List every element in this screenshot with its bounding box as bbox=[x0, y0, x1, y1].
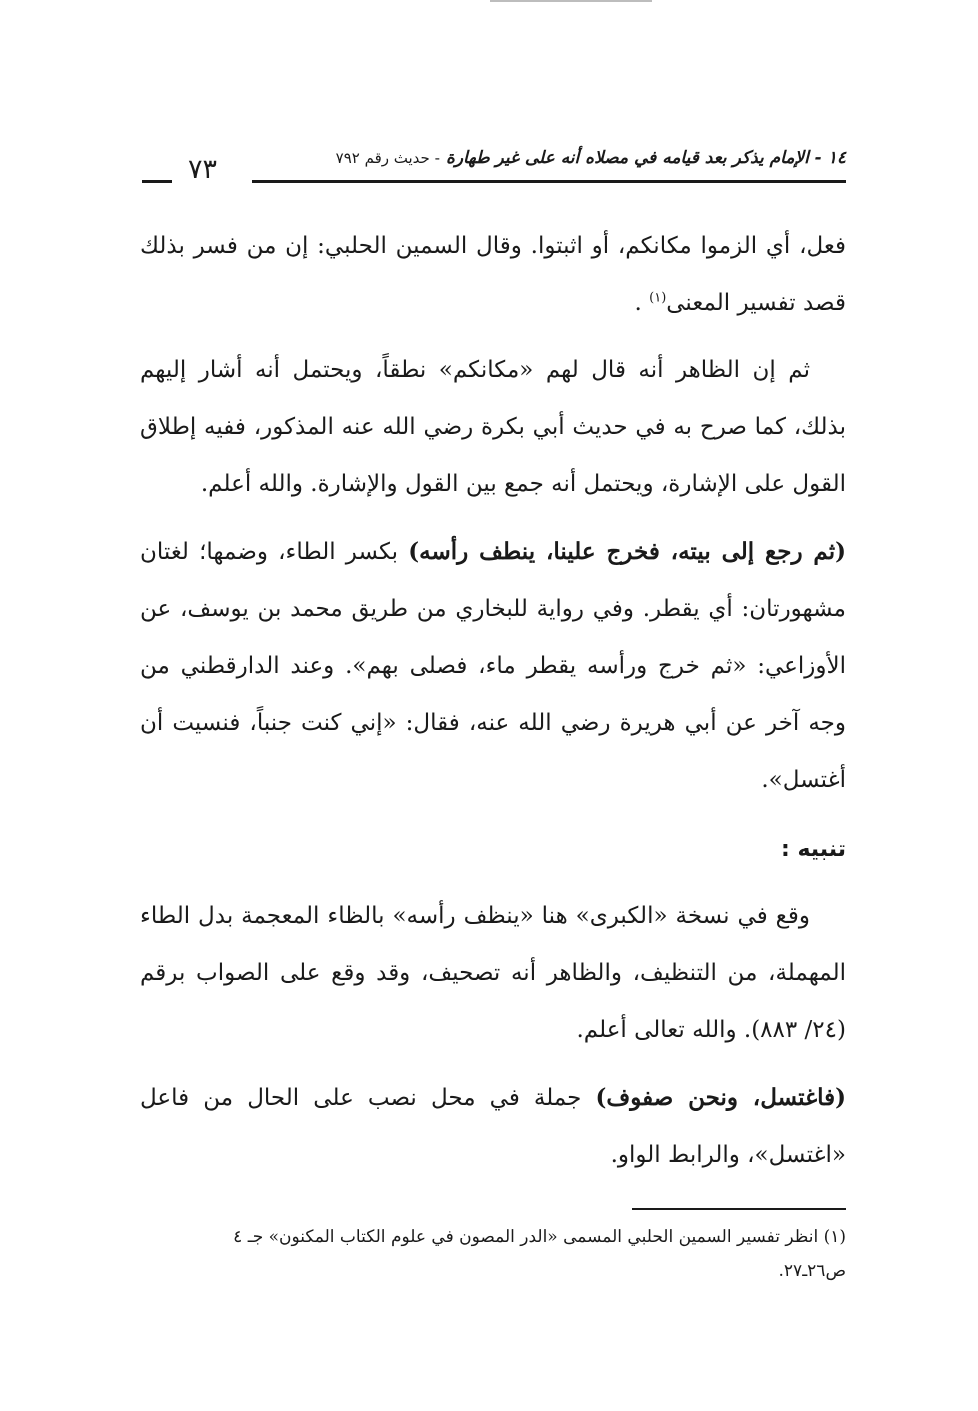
footnote-1-line-2: ص٢٦ـ٢٧. bbox=[778, 1261, 846, 1281]
paragraph-3 bbox=[140, 523, 846, 809]
chapter-title-text: ١٤ - الإمام يذكر بعد قيامه في مصلاه أنه على غير طهارة bbox=[445, 148, 846, 168]
chapter-title bbox=[336, 148, 846, 168]
paragraph-3-text: بكسر الطاء، وضمها؛ لغتان مشهورتان: أي يقطر. وفي رواية للبخاري من طريق محمد بن يوسف، عن الأوزاعي: «ثم خرج ورأسه يقطر ماء، فصلى بهم». وعند الدارقطني من وجه آخر عن أبي هريرة رضي الله عنه، فقال: «إني كنت جنباً، فنسيت أن أغتسل». bbox=[140, 539, 846, 793]
paragraph-1-text: فعل، أي الزموا مكانكم، أو اثبتوا. وقال السمين الحلبي: إن من فسر بذلك قصد تفسير المعنى bbox=[140, 233, 846, 316]
paragraph-4: وقع في نسخة «الكبرى» هنا «ينظف رأسه» بالظاء المعجمة بدل الطاء المهملة، من التنظيف، والظاهر أنه تصحيف، وقد وقع على الصواب برقم (٢٤/ ٨٨٣). والله تعالى أعلم. bbox=[140, 903, 846, 1043]
hadith-reference: - حديث رقم ٧٩٢ bbox=[335, 149, 441, 167]
footnote-1-line-1: (١) انظر تفسير السمين الحلبي المسمى «الدر المصون في علوم الكتاب المكنون» جـ ٤ bbox=[233, 1227, 846, 1247]
note-heading: تنبيه : bbox=[780, 837, 846, 862]
page-body bbox=[140, 218, 846, 1184]
page-number: ٧٣ bbox=[188, 154, 218, 185]
paragraph-5-text: جملة في محل نصب على الحال من فاعل «اغتسل»، والرابط الواو. bbox=[140, 1085, 846, 1168]
paragraph-2: ثم إن الظاهر أنه قال لهم «مكانكم» نطقاً، ويحتمل أنه أشار إليهم بذلك، كما صرح به في حديث أبي بكرة رضي الله عنه المذكور، ففيه إطلاق القول على الإشارة، ويحتمل أنه جمع بين القول والإشارة. والله أعلم. bbox=[140, 357, 846, 497]
header-rule bbox=[252, 180, 846, 183]
footnote-divider bbox=[632, 1208, 846, 1210]
footnote-marker[interactable]: (١) bbox=[649, 290, 667, 306]
paragraph-1 bbox=[140, 218, 846, 332]
hadith-quote-1: (ثم رجع إلى بيته، فخرج علينا، ينطف رأسه) bbox=[408, 538, 846, 565]
running-header bbox=[140, 140, 846, 192]
paragraph-1-tail: . bbox=[634, 290, 650, 316]
footnotes bbox=[150, 1220, 846, 1288]
page-number-dash bbox=[142, 180, 172, 183]
hadith-quote-2: (فاغتسل، ونحن صفوف) bbox=[595, 1084, 846, 1111]
paragraph-5 bbox=[140, 1069, 846, 1184]
scan-edge-mark bbox=[490, 0, 652, 2]
